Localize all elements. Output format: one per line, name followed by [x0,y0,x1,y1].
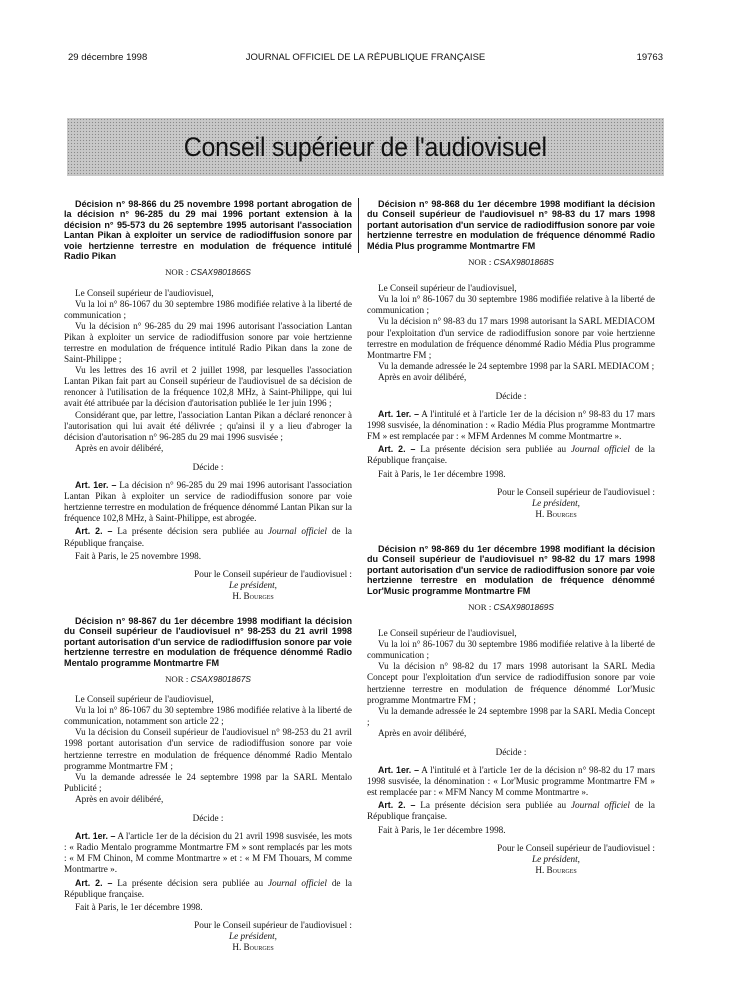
visa-paragraph: Vu la demande adressée le 24 septembre 1998 par la SARL MEDIACOM ; [378,360,655,371]
visa-paragraph: Vu les lettres des 16 avril et 2 juillet 1998, par lesquelles l'association Lantan Pikan fait part au Conseil supérieur de l'audiovisuel de sa décision de renoncer à l'utilisation de la fréquence 102,8 MHz, à Saint-Philippe, qui lui avait été attribuée par la décision d'autorisation publiée le 1er juin 1996 ; [64,365,352,409]
visa-paragraph: Vu la décision n° 98-82 du 17 mars 1998 autorisant la SARL Media Concept pour l'exploitation d'un service de radiodiffusion sonore par voie hertzienne terrestre en modulation de fréquence dénommé Lor'Music programme Montmartre FM ; [367,661,655,705]
deliberation-line: Après en avoir délibéré, [378,371,467,382]
signature-title: Le président, [532,853,580,864]
done-at-line: Fait à Paris, le 1er décembre 1998. [378,468,506,479]
article-1: Art. 1er. – A l'intitulé et à l'article 1er de la décision n° 98-83 du 17 mars 1998 susvisée, la dénomination : « Radio Média Plus programme Montmartre FM » est remplacée par : « MFM Ardennes M comme Montmartre ». [367,409,655,442]
decision-title: Décision n° 98-869 du 1er décembre 1998 modifiant la décision du Conseil supérieur de l'audiovisuel n° 98-82 du 17 mars 1998 portant autorisation d'un service de radiodiffusion sonore par voie hertzienne terrestre en modulation de fréquence dénommé Lor'Music programme Montmartre FM [367,543,655,596]
deliberation-line: Après en avoir délibéré, [75,442,164,453]
nor-line: NOR : CSAX9801868S [468,257,554,268]
nor-code: CSAX9801868S [493,257,554,268]
column-divider [358,198,359,253]
decision-title: Décision n° 98-866 du 25 novembre 1998 portant abrogation de la décision n° 96-285 du 29 mai 1996 portant extension à la décision n° 95-573 du 26 septembre 1995 autorisant l'association Lantan Pikan à exploiter un service de radiodiffusion sonore par voie hertzienne terrestre en modulation de fréquence intitulé Radio Pikan [64,199,352,262]
deliberation-line: Après en avoir délibéré, [378,727,467,738]
done-at-line: Fait à Paris, le 1er décembre 1998. [378,824,506,835]
signature-name: H. Bourges [232,941,274,952]
decision-98-868 [367,199,655,520]
visa-paragraph: Vu la décision du Conseil supérieur de l'audiovisuel n° 98-253 du 21 avril 1998 portant autorisation d'un service de radiodiffusion sonore par voie hertzienne terrestre en modulation de fréquence dénommé Radio Mentalo programme Montmartre FM ; [64,727,352,771]
signature-name: H. Bourges [535,508,577,519]
signature-title: Le président, [229,579,277,590]
deliberation-line: Après en avoir délibéré, [75,793,164,804]
signature-for: Pour le Conseil supérieur de l'audiovisuel : [194,568,352,579]
decide-heading: Décide : [192,813,224,824]
article-2: Art. 2. – La présente décision sera publiée au Journal officiel de la République française. [367,444,655,466]
done-at-line: Fait à Paris, le 25 novembre 1998. [75,550,202,561]
signature-title: Le président, [532,497,580,508]
left-column [64,199,352,953]
header-journal-title: JOURNAL OFFICIEL DE LA RÉPUBLIQUE FRANÇAISE [245,52,486,63]
decide-heading: Décide : [495,390,527,401]
decide-heading: Décide : [495,746,527,757]
visa-paragraph: Vu la loi n° 86-1067 du 30 septembre 1986 modifiée relative à la liberté de communication ; [367,294,655,316]
nor-line: NOR : CSAX9801869S [468,601,554,612]
nor-line: NOR : CSAX9801866S [165,267,251,278]
nor-code: CSAX9801869S [493,601,554,612]
decision-98-866 [64,199,352,602]
nor-code: CSAX9801867S [190,674,251,684]
decision-98-867 [64,616,352,953]
signature-name: H. Bourges [535,864,577,875]
visa-paragraph: Le Conseil supérieur de l'audiovisuel, [378,283,517,294]
section-banner [67,118,664,176]
signature-name: H. Bourges [232,590,274,601]
running-header [68,52,663,66]
signature-title: Le président, [229,930,277,941]
header-date: 29 décembre 1998 [68,52,148,63]
done-at-line: Fait à Paris, le 1er décembre 1998. [75,901,203,912]
visa-paragraph: Vu la décision n° 96-285 du 29 mai 1996 autorisant l'association Lantan Pikan à exploiter un service de radiodiffusion sonore par voie hertzienne terrestre en modulation de fréquence intitulé Radio Pikan dans la zone de Saint-Philippe ; [64,320,352,365]
article-1: Art. 1er. – A l'article 1er de la décision du 21 avril 1998 susvisée, les mots : « Radio Mentalo programme Montmartre FM » sont remplacés par les mots : « M FM Chinon, M comme Montmartre » et : « M FM Thouars, M comme Montmartre ». [64,831,352,875]
decision-title: Décision n° 98-867 du 1er décembre 1998 modifiant la décision du Conseil supérieur de l'audiovisuel n° 98-253 du 21 avril 1998 portant autorisation d'un service de radiodiffusion sonore par voie hertzienne terrestre en modulation de fréquence dénommé Radio Mentalo programme Montmartre FM [64,615,352,668]
article-1: Art. 1er. – La décision n° 96-285 du 29 mai 1996 autorisant l'association Lantan Pikan à exploiter un service de radiodiffusion sonore par voie hertzienne terrestre en modulation de fréquence dénommé Lantan Pikan sur la fréquence 102,8 MHz, à Saint-Philippe, est abrogée. [64,480,352,524]
signature-for: Pour le Conseil supérieur de l'audiovisuel : [194,919,352,930]
signature-for: Pour le Conseil supérieur de l'audiovisuel : [497,486,655,497]
visa-paragraph: Le Conseil supérieur de l'audiovisuel, [378,628,517,639]
decide-heading: Décide : [192,461,224,472]
right-column [367,199,655,876]
article-2: Art. 2. – La présente décision sera publiée au Journal officiel de la République française. [64,877,352,899]
visa-paragraph: Vu la demande adressée le 24 septembre 1998 par la SARL Mentalo Publicité ; [64,771,352,793]
header-page-number: 19763 [636,52,663,63]
visa-paragraph: Le Conseil supérieur de l'audiovisuel, [75,287,214,298]
visa-paragraph: Vu la loi n° 86-1067 du 30 septembre 1986 modifiée relative à la liberté de communication ; [64,298,352,320]
considerant-paragraph: Considérant que, par lettre, l'association Lantan Pikan a déclaré renoncer à l'autorisation qui lui avait été délivrée ; qu'ainsi il y a lieu d'abroger la décision d'autorisation n° 96-285 du 29 mai 1996 susvisée ; [64,409,352,442]
visa-paragraph: Vu la loi n° 86-1067 du 30 septembre 1986 modifiée relative à la liberté de communication ; [367,639,655,661]
decision-title: Décision n° 98-868 du 1er décembre 1998 modifiant la décision du Conseil supérieur de l'audiovisuel n° 98-83 du 17 mars 1998 portant autorisation d'un service de radiodiffusion sonore par voie hertzienne terrestre en modulation de fréquence dénommé Radio Média Plus programme Montmartre FM [367,199,655,251]
visa-paragraph: Le Conseil supérieur de l'audiovisuel, [75,694,214,705]
visa-paragraph: Vu la demande adressée le 24 septembre 1998 par la SARL Media Concept ; [367,705,655,727]
signature-for: Pour le Conseil supérieur de l'audiovisuel : [497,842,655,853]
nor-line: NOR : CSAX9801867S [165,674,251,684]
nor-code: CSAX9801866S [190,267,251,278]
article-2: Art. 2. – La présente décision sera publiée au Journal officiel de la République française. [367,800,655,822]
article-1: Art. 1er. – A l'intitulé et à l'article 1er de la décision n° 98-82 du 17 mars 1998 susvisée, la dénomination : « Lor'Music programme Montmartre FM » est remplacée par : « MFM Nancy M comme Montmartre ». [367,765,655,798]
article-2: Art. 2. – La présente décision sera publiée au Journal officiel de la République française. [64,526,352,548]
decision-98-869 [367,544,655,876]
visa-paragraph: Vu la loi n° 86-1067 du 30 septembre 1986 modifiée relative à la liberté de communication, notamment son article 22 ; [64,705,352,727]
visa-paragraph: Vu la décision n° 98-83 du 17 mars 1998 autorisant la SARL MEDIACOM pour l'exploitation d'un service de radiodiffusion sonore par voie hertzienne terrestre en modulation de fréquence dénommé Radio Média Plus programme Montmartre FM ; [367,316,655,360]
section-banner-title: Conseil supérieur de l'audiovisuel [183,131,548,162]
